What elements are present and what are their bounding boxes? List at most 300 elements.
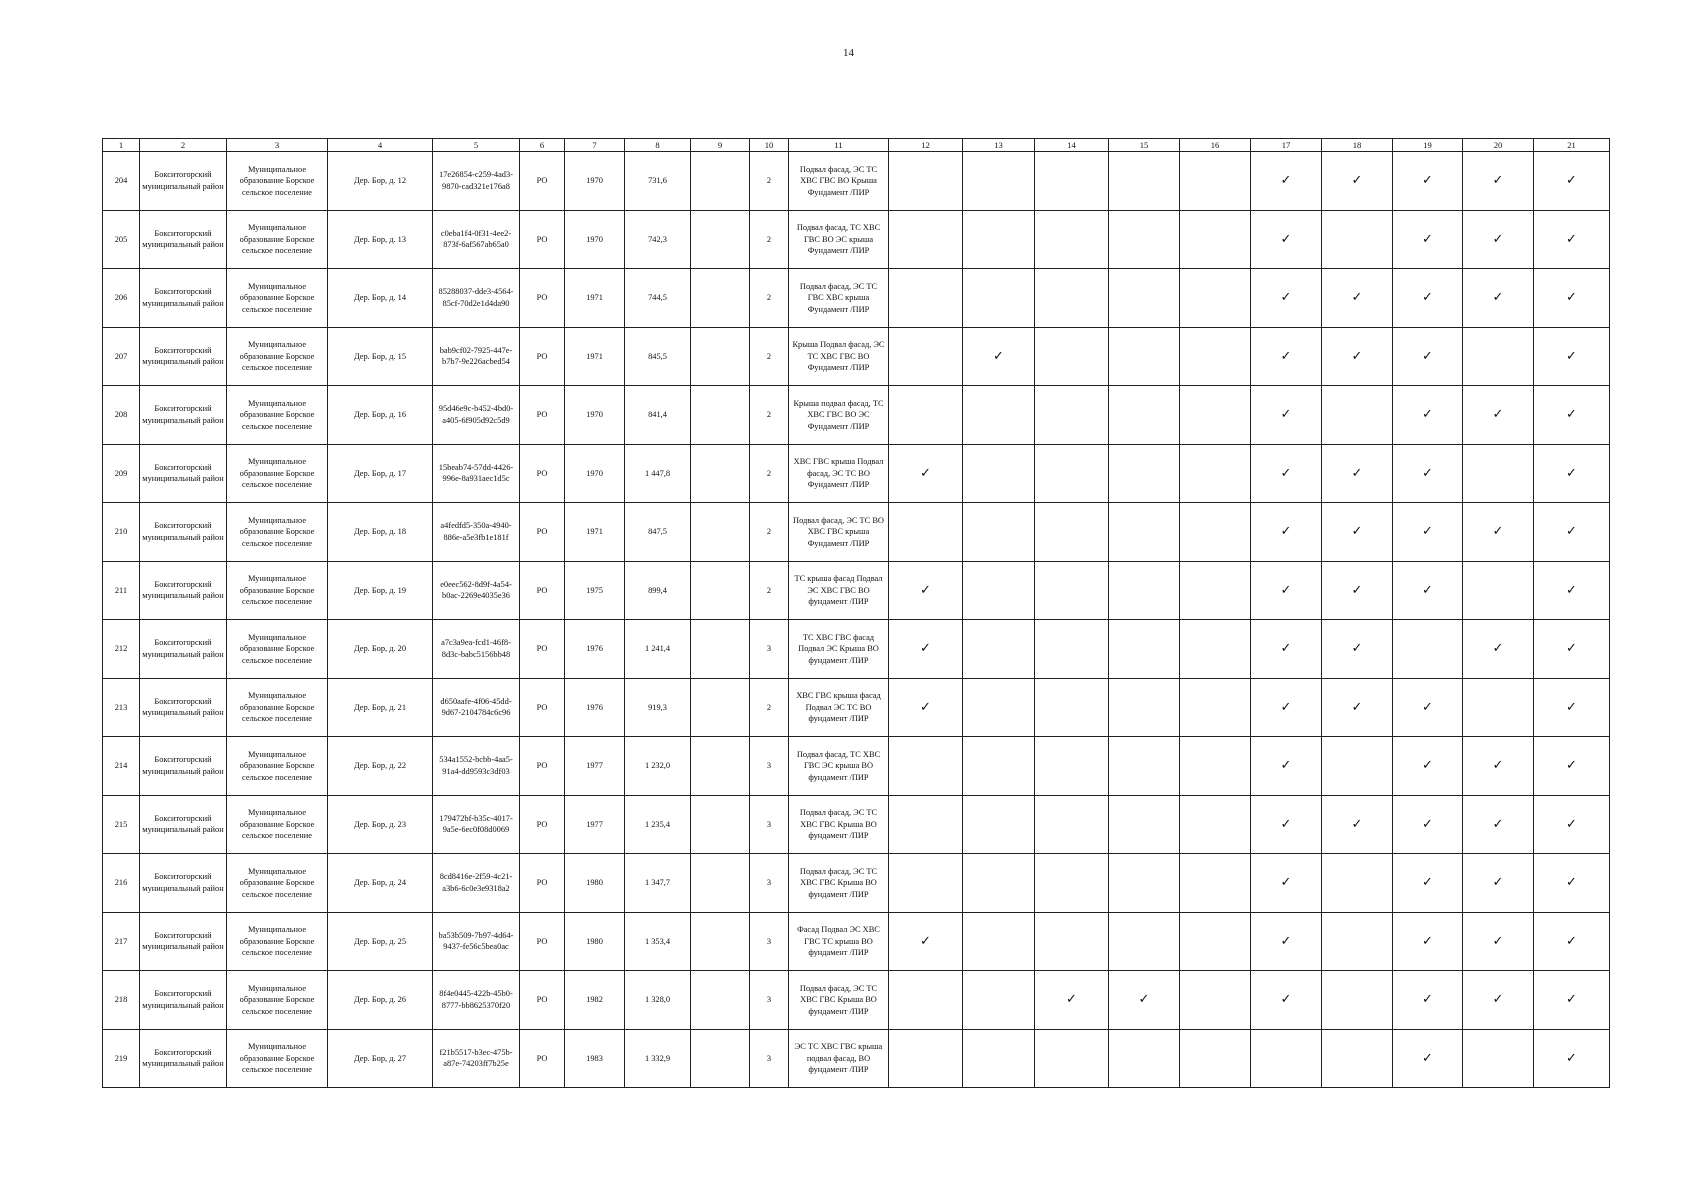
mark-cell-col-19 bbox=[1393, 912, 1463, 971]
mark-cell-col-16 bbox=[1180, 912, 1251, 971]
mark-cell-col-14 bbox=[1035, 737, 1109, 796]
works-list-cell: ТС ХВС ГВС фасад Подвал ЭС Крыша ВО фундамент /ПИР bbox=[789, 620, 889, 679]
district-cell: Бокситогорский муниципальный район bbox=[140, 854, 227, 913]
mark-cell-col-14 bbox=[1035, 327, 1109, 386]
mark-cell-col-14 bbox=[1035, 1029, 1109, 1088]
column-header-7: 7 bbox=[565, 139, 625, 152]
check-icon: ✓ bbox=[920, 582, 931, 598]
mark-cell-col-12 bbox=[889, 854, 963, 913]
address-cell: Дер. Бор, д. 22 bbox=[328, 737, 433, 796]
mark-cell-col-19 bbox=[1393, 1029, 1463, 1088]
floors-cell: 3 bbox=[750, 795, 789, 854]
mark-cell-col-14 bbox=[1035, 386, 1109, 445]
mark-cell-col-18 bbox=[1322, 795, 1393, 854]
area-cell: 841,4 bbox=[625, 386, 691, 445]
mark-cell-col-17 bbox=[1251, 971, 1322, 1030]
building-type-cell: РО bbox=[520, 503, 565, 562]
check-icon: ✓ bbox=[1351, 582, 1363, 598]
check-icon: ✓ bbox=[1492, 231, 1504, 247]
mark-cell-col-17 bbox=[1251, 269, 1322, 328]
column-header-17: 17 bbox=[1251, 139, 1322, 152]
mark-cell-col-12 bbox=[889, 327, 963, 386]
mark-cell-col-21 bbox=[1534, 386, 1610, 445]
mark-cell-col-15 bbox=[1109, 210, 1180, 269]
check-icon: ✓ bbox=[1566, 582, 1577, 598]
mark-cell-col-19 bbox=[1393, 269, 1463, 328]
mark-cell-col-17 bbox=[1251, 386, 1322, 445]
works-list-cell: Подвал фасад, ЭС ТС ХВС ГВС Крыша ВО фундамент /ПИР bbox=[789, 795, 889, 854]
mark-cell-col-20 bbox=[1463, 678, 1534, 737]
check-icon: ✓ bbox=[1280, 699, 1292, 715]
column-header-10: 10 bbox=[750, 139, 789, 152]
check-icon: ✓ bbox=[1422, 816, 1433, 832]
floors-cell: 3 bbox=[750, 1029, 789, 1088]
mark-cell-col-21 bbox=[1534, 971, 1610, 1030]
area-cell: 1 241,4 bbox=[625, 620, 691, 679]
mark-cell-col-13 bbox=[963, 152, 1035, 211]
column-9-cell bbox=[691, 269, 750, 328]
row-number: 208 bbox=[103, 386, 140, 445]
building-type-cell: РО bbox=[520, 971, 565, 1030]
build-year-cell: 1975 bbox=[565, 561, 625, 620]
mark-cell-col-18 bbox=[1322, 210, 1393, 269]
check-icon: ✓ bbox=[1422, 231, 1433, 247]
area-cell: 899,4 bbox=[625, 561, 691, 620]
floors-cell: 2 bbox=[750, 269, 789, 328]
column-header-11: 11 bbox=[789, 139, 889, 152]
mark-cell-col-13 bbox=[963, 678, 1035, 737]
check-icon: ✓ bbox=[1566, 699, 1577, 715]
mark-cell-col-13 bbox=[963, 620, 1035, 679]
mark-cell-col-18 bbox=[1322, 620, 1393, 679]
column-9-cell bbox=[691, 561, 750, 620]
settlement-cell: Муниципальное образование Борское сельское поселение bbox=[227, 971, 328, 1030]
mark-cell-col-20 bbox=[1463, 971, 1534, 1030]
check-icon: ✓ bbox=[1492, 407, 1504, 422]
mark-cell-col-14 bbox=[1035, 210, 1109, 269]
column-9-cell bbox=[691, 1029, 750, 1088]
mark-cell-col-13 bbox=[963, 912, 1035, 971]
mark-cell-col-19 bbox=[1393, 854, 1463, 913]
column-header-15: 15 bbox=[1109, 139, 1180, 152]
floors-cell: 3 bbox=[750, 620, 789, 679]
check-icon: ✓ bbox=[1492, 816, 1504, 832]
mark-cell-col-16 bbox=[1180, 1029, 1251, 1088]
mark-cell-col-15 bbox=[1109, 561, 1180, 620]
row-number: 219 bbox=[103, 1029, 140, 1088]
column-header-16: 16 bbox=[1180, 139, 1251, 152]
check-icon: ✓ bbox=[1566, 933, 1577, 949]
address-cell: Дер. Бор, д. 16 bbox=[328, 386, 433, 445]
mark-cell-col-12 bbox=[889, 269, 963, 328]
settlement-cell: Муниципальное образование Борское сельское поселение bbox=[227, 1029, 328, 1088]
mark-cell-col-14 bbox=[1035, 444, 1109, 503]
mark-cell-col-17 bbox=[1251, 912, 1322, 971]
mark-cell-col-12 bbox=[889, 444, 963, 503]
building-type-cell: РО bbox=[520, 210, 565, 269]
check-icon: ✓ bbox=[1066, 992, 1077, 1007]
building-type-cell: РО bbox=[520, 737, 565, 796]
settlement-cell: Муниципальное образование Борское сельское поселение bbox=[227, 561, 328, 620]
building-id-cell: 17e26854-c259-4ad3-9870-cad321e176a8 bbox=[433, 152, 520, 211]
mark-cell-col-19 bbox=[1393, 561, 1463, 620]
mark-cell-col-15 bbox=[1109, 444, 1180, 503]
address-cell: Дер. Бор, д. 19 bbox=[328, 561, 433, 620]
floors-cell: 2 bbox=[750, 386, 789, 445]
row-number: 211 bbox=[103, 561, 140, 620]
check-icon: ✓ bbox=[1566, 1050, 1577, 1066]
mark-cell-col-17 bbox=[1251, 678, 1322, 737]
mark-cell-col-14 bbox=[1035, 503, 1109, 562]
check-icon: ✓ bbox=[1492, 875, 1504, 890]
mark-cell-col-18 bbox=[1322, 737, 1393, 796]
check-icon: ✓ bbox=[1351, 465, 1363, 481]
mark-cell-col-15 bbox=[1109, 795, 1180, 854]
mark-cell-col-19 bbox=[1393, 152, 1463, 211]
mark-cell-col-12 bbox=[889, 152, 963, 211]
building-id-cell: ba53b509-7b97-4d64-9437-fe56c5bea0ac bbox=[433, 912, 520, 971]
mark-cell-col-13 bbox=[963, 386, 1035, 445]
mark-cell-col-21 bbox=[1534, 327, 1610, 386]
column-header-13: 13 bbox=[963, 139, 1035, 152]
mark-cell-col-20 bbox=[1463, 561, 1534, 620]
mark-cell-col-12 bbox=[889, 210, 963, 269]
works-list-cell: ТС крыша фасад Подвал ЭС ХВС ГВС ВО фундамент /ПИР bbox=[789, 561, 889, 620]
address-cell: Дер. Бор, д. 26 bbox=[328, 971, 433, 1030]
area-cell: 1 235,4 bbox=[625, 795, 691, 854]
area-cell: 1 447,8 bbox=[625, 444, 691, 503]
mark-cell-col-19 bbox=[1393, 620, 1463, 679]
check-icon: ✓ bbox=[1566, 758, 1577, 773]
mark-cell-col-20 bbox=[1463, 210, 1534, 269]
column-header-2: 2 bbox=[140, 139, 227, 152]
mark-cell-col-14 bbox=[1035, 152, 1109, 211]
area-cell: 1 328,0 bbox=[625, 971, 691, 1030]
address-cell: Дер. Бор, д. 23 bbox=[328, 795, 433, 854]
settlement-cell: Муниципальное образование Борское сельское поселение bbox=[227, 210, 328, 269]
build-year-cell: 1977 bbox=[565, 795, 625, 854]
mark-cell-col-16 bbox=[1180, 971, 1251, 1030]
mark-cell-col-12 bbox=[889, 503, 963, 562]
check-icon: ✓ bbox=[1566, 992, 1577, 1007]
building-type-cell: РО bbox=[520, 152, 565, 211]
building-type-cell: РО bbox=[520, 912, 565, 971]
check-icon: ✓ bbox=[1351, 290, 1363, 305]
build-year-cell: 1970 bbox=[565, 386, 625, 445]
check-icon: ✓ bbox=[1566, 816, 1577, 832]
row-number: 214 bbox=[103, 737, 140, 796]
table-row bbox=[103, 971, 1610, 1030]
check-icon: ✓ bbox=[1422, 875, 1433, 890]
works-list-cell: Подвал фасад, ТС ХВС ГВС ЭС крыша ВО фундамент /ПИР bbox=[789, 737, 889, 796]
column-header-21: 21 bbox=[1534, 139, 1610, 152]
floors-cell: 2 bbox=[750, 503, 789, 562]
mark-cell-col-16 bbox=[1180, 561, 1251, 620]
address-cell: Дер. Бор, д. 20 bbox=[328, 620, 433, 679]
column-header-18: 18 bbox=[1322, 139, 1393, 152]
building-type-cell: РО bbox=[520, 386, 565, 445]
building-type-cell: РО bbox=[520, 561, 565, 620]
mark-cell-col-21 bbox=[1534, 561, 1610, 620]
mark-cell-col-19 bbox=[1393, 210, 1463, 269]
mark-cell-col-12 bbox=[889, 795, 963, 854]
check-icon: ✓ bbox=[1422, 465, 1433, 481]
mark-cell-col-17 bbox=[1251, 737, 1322, 796]
mark-cell-col-17 bbox=[1251, 620, 1322, 679]
building-id-cell: 534a1552-bcbb-4aa5-91a4-dd9593c3df03 bbox=[433, 737, 520, 796]
check-icon: ✓ bbox=[1566, 465, 1577, 481]
row-number: 215 bbox=[103, 795, 140, 854]
floors-cell: 2 bbox=[750, 561, 789, 620]
mark-cell-col-16 bbox=[1180, 269, 1251, 328]
district-cell: Бокситогорский муниципальный район bbox=[140, 210, 227, 269]
mark-cell-col-21 bbox=[1534, 737, 1610, 796]
building-id-cell: 95d46e9c-b452-4bd0-a405-6f905d92c5d9 bbox=[433, 386, 520, 445]
area-cell: 1 347,7 bbox=[625, 854, 691, 913]
check-icon: ✓ bbox=[1566, 348, 1577, 364]
table-row bbox=[103, 912, 1610, 971]
table-header bbox=[103, 139, 1610, 152]
build-year-cell: 1983 bbox=[565, 1029, 625, 1088]
check-icon: ✓ bbox=[1422, 348, 1433, 364]
check-icon: ✓ bbox=[1492, 173, 1504, 188]
check-icon: ✓ bbox=[1566, 290, 1577, 305]
building-id-cell: 15beab74-57dd-4426-996e-8a931aec1d5c bbox=[433, 444, 520, 503]
mark-cell-col-17 bbox=[1251, 1029, 1322, 1088]
check-icon: ✓ bbox=[920, 933, 931, 949]
works-list-cell: Подвал фасад, ТС ХВС ГВС ВО ЭС крыша Фундамент /ПИР bbox=[789, 210, 889, 269]
check-icon: ✓ bbox=[1280, 407, 1292, 422]
settlement-cell: Муниципальное образование Борское сельское поселение bbox=[227, 678, 328, 737]
column-9-cell bbox=[691, 795, 750, 854]
address-cell: Дер. Бор, д. 14 bbox=[328, 269, 433, 328]
column-header-6: 6 bbox=[520, 139, 565, 152]
row-number: 210 bbox=[103, 503, 140, 562]
check-icon: ✓ bbox=[1492, 641, 1504, 656]
build-year-cell: 1982 bbox=[565, 971, 625, 1030]
column-9-cell bbox=[691, 854, 750, 913]
mark-cell-col-19 bbox=[1393, 327, 1463, 386]
mark-cell-col-16 bbox=[1180, 795, 1251, 854]
mark-cell-col-18 bbox=[1322, 152, 1393, 211]
table-row bbox=[103, 327, 1610, 386]
mark-cell-col-18 bbox=[1322, 269, 1393, 328]
mark-cell-col-20 bbox=[1463, 503, 1534, 562]
settlement-cell: Муниципальное образование Борское сельское поселение bbox=[227, 795, 328, 854]
address-cell: Дер. Бор, д. 25 bbox=[328, 912, 433, 971]
area-cell: 731,6 bbox=[625, 152, 691, 211]
district-cell: Бокситогорский муниципальный район bbox=[140, 678, 227, 737]
check-icon: ✓ bbox=[1566, 173, 1577, 188]
district-cell: Бокситогорский муниципальный район bbox=[140, 327, 227, 386]
district-cell: Бокситогорский муниципальный район bbox=[140, 269, 227, 328]
mark-cell-col-21 bbox=[1534, 795, 1610, 854]
address-cell: Дер. Бор, д. 17 bbox=[328, 444, 433, 503]
floors-cell: 3 bbox=[750, 971, 789, 1030]
mark-cell-col-20 bbox=[1463, 269, 1534, 328]
check-icon: ✓ bbox=[1492, 758, 1504, 773]
mark-cell-col-16 bbox=[1180, 386, 1251, 445]
district-cell: Бокситогорский муниципальный район bbox=[140, 795, 227, 854]
build-year-cell: 1971 bbox=[565, 327, 625, 386]
check-icon: ✓ bbox=[1280, 173, 1292, 188]
mark-cell-col-21 bbox=[1534, 269, 1610, 328]
settlement-cell: Муниципальное образование Борское сельское поселение bbox=[227, 912, 328, 971]
district-cell: Бокситогорский муниципальный район bbox=[140, 620, 227, 679]
mark-cell-col-21 bbox=[1534, 210, 1610, 269]
mark-cell-col-15 bbox=[1109, 386, 1180, 445]
check-icon: ✓ bbox=[1280, 231, 1292, 247]
mark-cell-col-15 bbox=[1109, 503, 1180, 562]
mark-cell-col-13 bbox=[963, 795, 1035, 854]
check-icon: ✓ bbox=[1280, 641, 1292, 656]
building-type-cell: РО bbox=[520, 854, 565, 913]
mark-cell-col-16 bbox=[1180, 444, 1251, 503]
building-id-cell: 8cd8416e-2f59-4c21-a3b6-6c0e3e9318a2 bbox=[433, 854, 520, 913]
floors-cell: 3 bbox=[750, 912, 789, 971]
works-list-cell: Крыша Подвал фасад, ЭС ТС ХВС ГВС ВО Фундамент /ПИР bbox=[789, 327, 889, 386]
mark-cell-col-16 bbox=[1180, 210, 1251, 269]
check-icon: ✓ bbox=[1280, 524, 1292, 539]
row-number: 213 bbox=[103, 678, 140, 737]
column-9-cell bbox=[691, 327, 750, 386]
floors-cell: 2 bbox=[750, 327, 789, 386]
mark-cell-col-16 bbox=[1180, 152, 1251, 211]
row-number: 216 bbox=[103, 854, 140, 913]
mark-cell-col-21 bbox=[1534, 152, 1610, 211]
mark-cell-col-20 bbox=[1463, 737, 1534, 796]
settlement-cell: Муниципальное образование Борское сельское поселение bbox=[227, 503, 328, 562]
check-icon: ✓ bbox=[993, 348, 1004, 364]
address-cell: Дер. Бор, д. 15 bbox=[328, 327, 433, 386]
build-year-cell: 1971 bbox=[565, 269, 625, 328]
works-list-cell: ХВС ГВС крыша Подвал фасад, ЭС ТС ВО Фундамент /ПИР bbox=[789, 444, 889, 503]
build-year-cell: 1976 bbox=[565, 620, 625, 679]
mark-cell-col-14 bbox=[1035, 795, 1109, 854]
mark-cell-col-19 bbox=[1393, 386, 1463, 445]
mark-cell-col-15 bbox=[1109, 269, 1180, 328]
settlement-cell: Муниципальное образование Борское сельское поселение bbox=[227, 327, 328, 386]
column-header-20: 20 bbox=[1463, 139, 1534, 152]
area-cell: 1 232,0 bbox=[625, 737, 691, 796]
building-id-cell: d650aafe-4f06-45dd-9d67-2104784c6c96 bbox=[433, 678, 520, 737]
row-number: 204 bbox=[103, 152, 140, 211]
mark-cell-col-21 bbox=[1534, 503, 1610, 562]
mark-cell-col-12 bbox=[889, 971, 963, 1030]
column-header-19: 19 bbox=[1393, 139, 1463, 152]
check-icon: ✓ bbox=[1138, 992, 1150, 1007]
check-icon: ✓ bbox=[1280, 290, 1292, 305]
mark-cell-col-13 bbox=[963, 444, 1035, 503]
mark-cell-col-17 bbox=[1251, 327, 1322, 386]
mark-cell-col-13 bbox=[963, 503, 1035, 562]
area-cell: 1 332,9 bbox=[625, 1029, 691, 1088]
mark-cell-col-21 bbox=[1534, 620, 1610, 679]
check-icon: ✓ bbox=[1492, 933, 1504, 949]
mark-cell-col-16 bbox=[1180, 503, 1251, 562]
building-type-cell: РО bbox=[520, 1029, 565, 1088]
mark-cell-col-19 bbox=[1393, 971, 1463, 1030]
district-cell: Бокситогорский муниципальный район bbox=[140, 152, 227, 211]
mark-cell-col-13 bbox=[963, 210, 1035, 269]
column-header-4: 4 bbox=[328, 139, 433, 152]
table-row bbox=[103, 854, 1610, 913]
build-year-cell: 1971 bbox=[565, 503, 625, 562]
mark-cell-col-15 bbox=[1109, 327, 1180, 386]
build-year-cell: 1970 bbox=[565, 152, 625, 211]
build-year-cell: 1980 bbox=[565, 854, 625, 913]
mark-cell-col-15 bbox=[1109, 620, 1180, 679]
mark-cell-col-19 bbox=[1393, 795, 1463, 854]
check-icon: ✓ bbox=[1351, 348, 1363, 364]
mark-cell-col-15 bbox=[1109, 737, 1180, 796]
area-cell: 744,5 bbox=[625, 269, 691, 328]
row-number: 207 bbox=[103, 327, 140, 386]
mark-cell-col-19 bbox=[1393, 678, 1463, 737]
settlement-cell: Муниципальное образование Борское сельское поселение bbox=[227, 737, 328, 796]
mark-cell-col-12 bbox=[889, 1029, 963, 1088]
building-id-cell: bab9cf02-7925-447e-b7b7-9e226acbed54 bbox=[433, 327, 520, 386]
area-cell: 1 353,4 bbox=[625, 912, 691, 971]
settlement-cell: Муниципальное образование Борское сельское поселение bbox=[227, 152, 328, 211]
area-cell: 845,5 bbox=[625, 327, 691, 386]
check-icon: ✓ bbox=[920, 641, 931, 656]
mark-cell-col-17 bbox=[1251, 152, 1322, 211]
settlement-cell: Муниципальное образование Борское сельское поселение bbox=[227, 386, 328, 445]
mark-cell-col-18 bbox=[1322, 854, 1393, 913]
mark-cell-col-18 bbox=[1322, 503, 1393, 562]
check-icon: ✓ bbox=[1280, 758, 1292, 773]
mark-cell-col-16 bbox=[1180, 854, 1251, 913]
building-id-cell: 85288037-dde3-4564-85cf-70d2e1d4da90 bbox=[433, 269, 520, 328]
check-icon: ✓ bbox=[1566, 524, 1577, 539]
works-list-cell: Подвал фасад, ЭС ТС ХВС ГВС Крыша ВО фундамент /ПИР bbox=[789, 971, 889, 1030]
mark-cell-col-20 bbox=[1463, 444, 1534, 503]
mark-cell-col-17 bbox=[1251, 795, 1322, 854]
mark-cell-col-20 bbox=[1463, 854, 1534, 913]
building-type-cell: РО bbox=[520, 795, 565, 854]
mark-cell-col-18 bbox=[1322, 912, 1393, 971]
works-list-cell: ХВС ГВС крыша фасад Подвал ЭС ТС ВО фундамент /ПИР bbox=[789, 678, 889, 737]
floors-cell: 2 bbox=[750, 210, 789, 269]
check-icon: ✓ bbox=[920, 699, 931, 715]
district-cell: Бокситогорский муниципальный район bbox=[140, 737, 227, 796]
column-9-cell bbox=[691, 152, 750, 211]
mark-cell-col-15 bbox=[1109, 971, 1180, 1030]
floors-cell: 3 bbox=[750, 737, 789, 796]
works-list-cell: Подвал фасад, ЭС ТС ВО ХВС ГВС крыша Фундамент /ПИР bbox=[789, 503, 889, 562]
column-header-8: 8 bbox=[625, 139, 691, 152]
mark-cell-col-12 bbox=[889, 620, 963, 679]
check-icon: ✓ bbox=[1351, 173, 1363, 188]
check-icon: ✓ bbox=[1422, 758, 1433, 773]
district-cell: Бокситогорский муниципальный район bbox=[140, 444, 227, 503]
mark-cell-col-20 bbox=[1463, 620, 1534, 679]
check-icon: ✓ bbox=[1422, 699, 1433, 715]
address-cell: Дер. Бор, д. 12 bbox=[328, 152, 433, 211]
check-icon: ✓ bbox=[1280, 582, 1292, 598]
mark-cell-col-20 bbox=[1463, 327, 1534, 386]
mark-cell-col-17 bbox=[1251, 561, 1322, 620]
check-icon: ✓ bbox=[1280, 875, 1292, 890]
table-row bbox=[103, 1029, 1610, 1088]
settlement-cell: Муниципальное образование Борское сельское поселение bbox=[227, 854, 328, 913]
column-9-cell bbox=[691, 620, 750, 679]
works-list-cell: ЭС ТС ХВС ГВС крыша подвал фасад, ВО фундамент /ПИР bbox=[789, 1029, 889, 1088]
building-type-cell: РО bbox=[520, 327, 565, 386]
check-icon: ✓ bbox=[1280, 348, 1292, 364]
mark-cell-col-12 bbox=[889, 386, 963, 445]
